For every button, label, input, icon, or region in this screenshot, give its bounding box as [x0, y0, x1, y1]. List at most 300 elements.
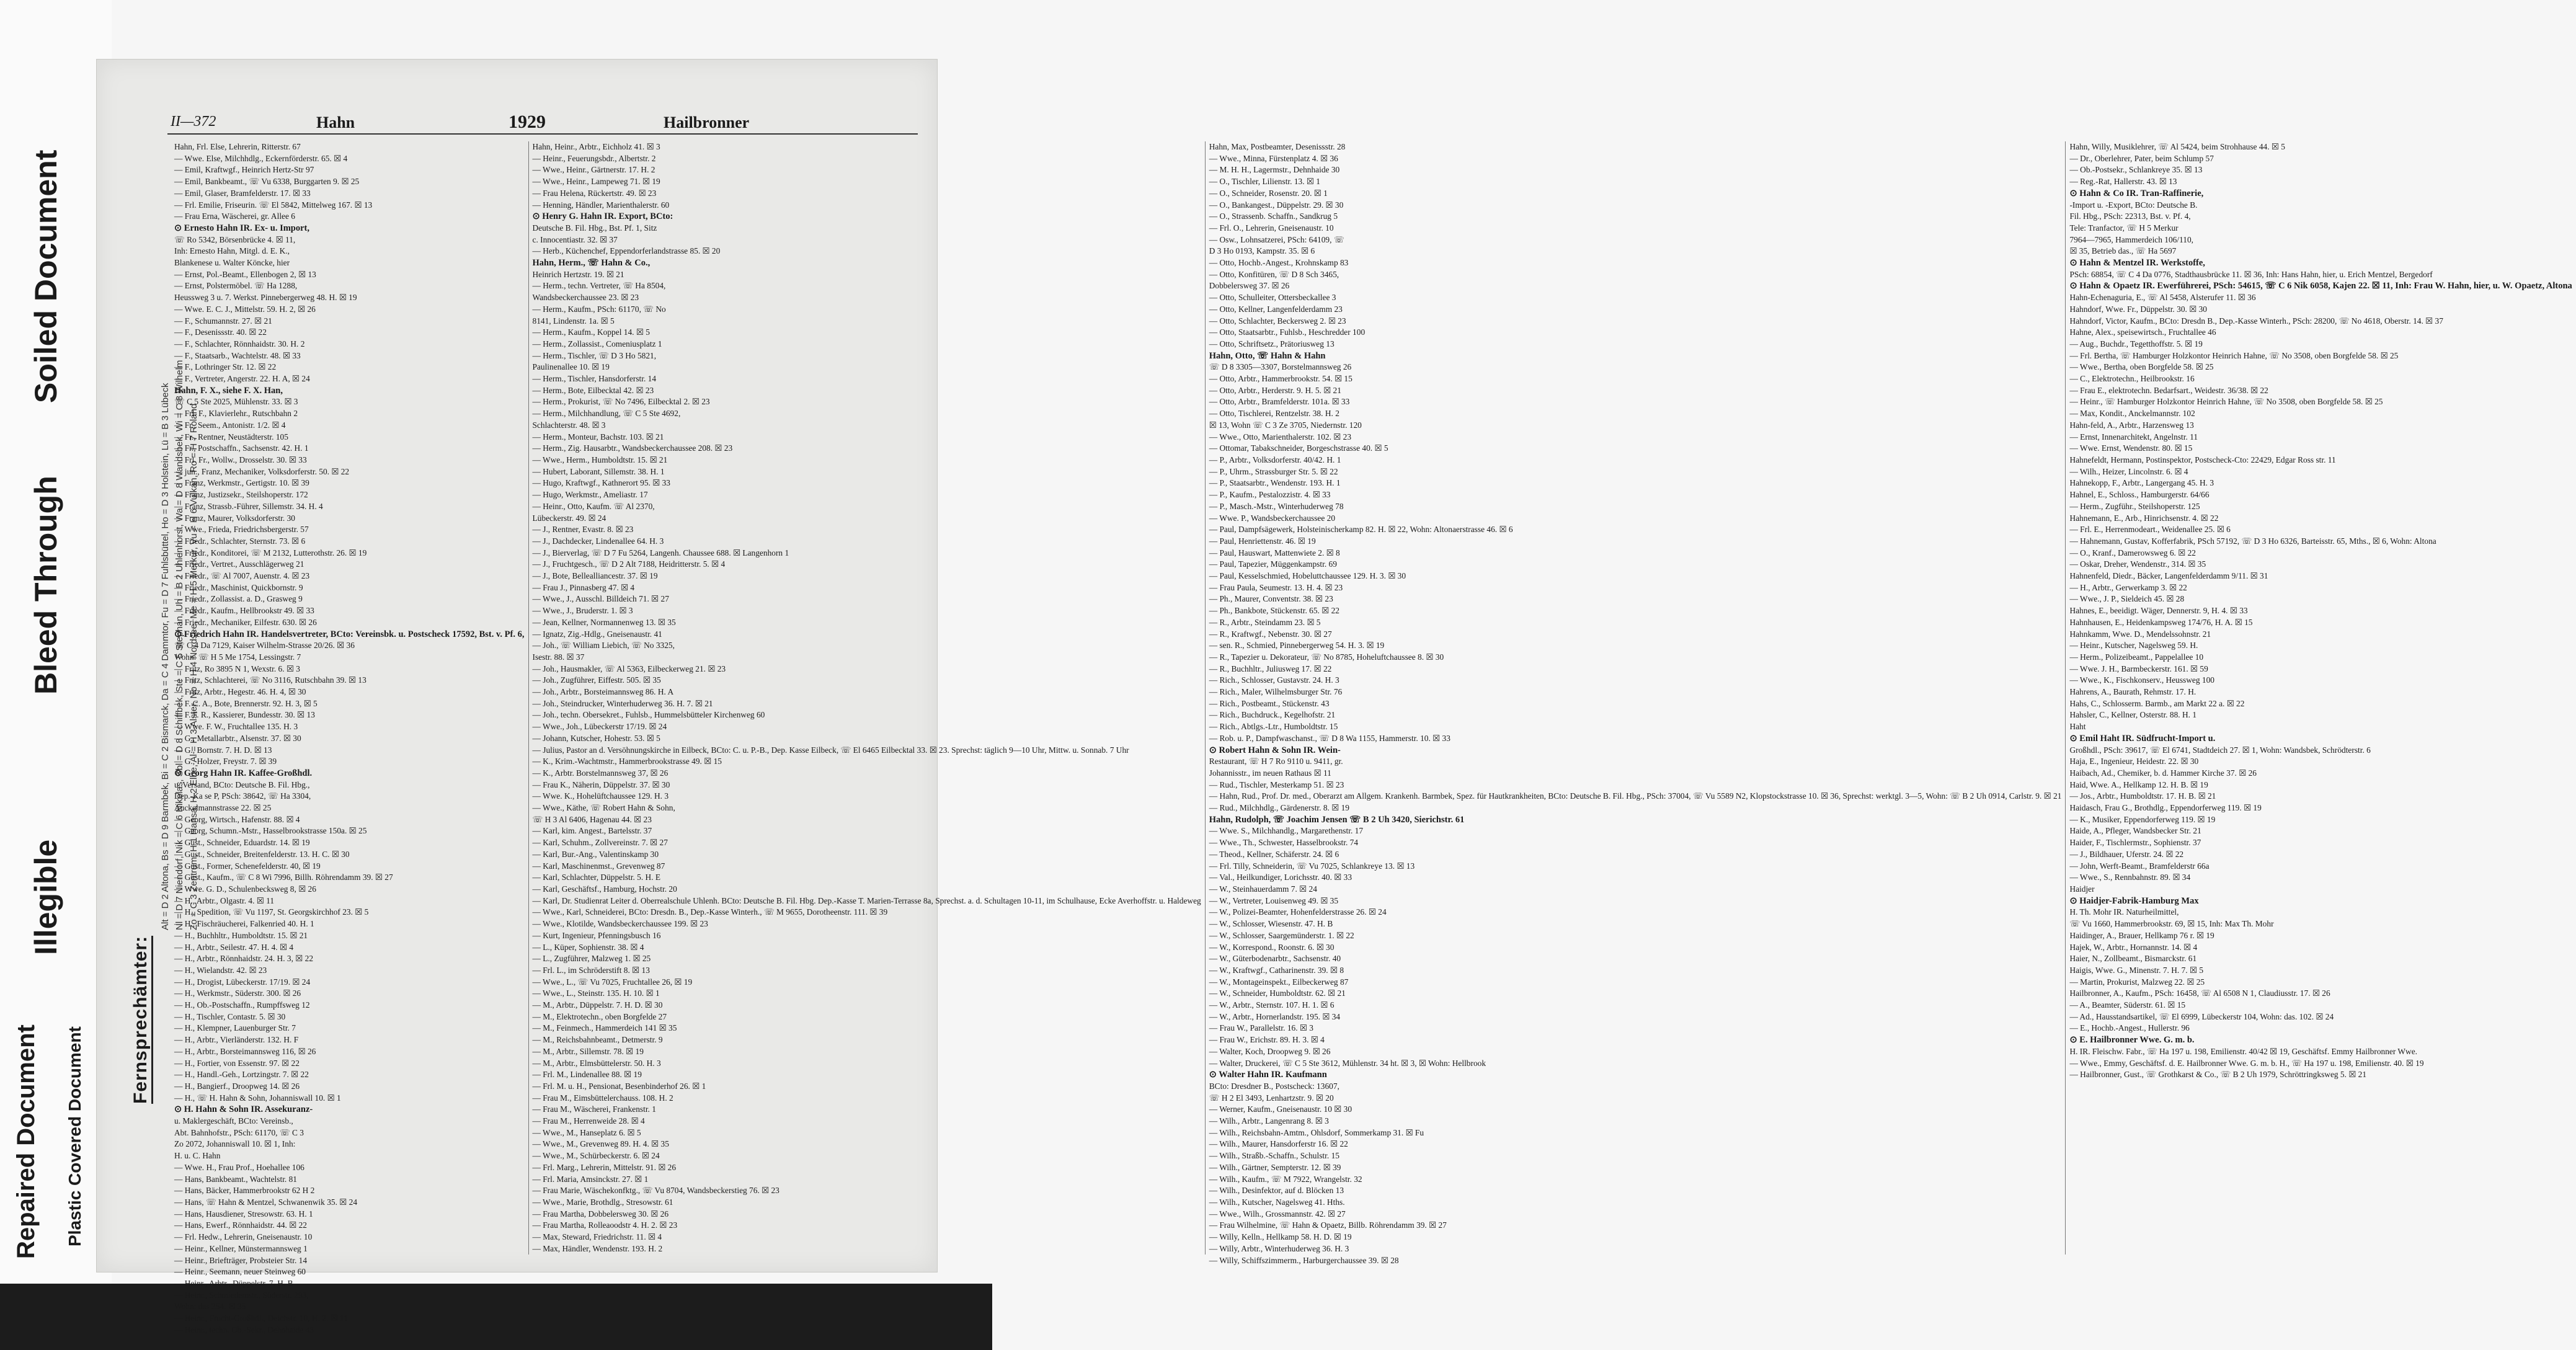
directory-entry: — Frl. M. u. H., Pensionat, Besenbinderhof 26. ☒ 1: [532, 1081, 706, 1091]
directory-entry: Hahs, C., Schlosserm. Barmb., am Markt 22 a. ☒ 22: [2069, 698, 2245, 708]
right-guide-word: Hailbronner: [664, 113, 750, 131]
directory-entry: ☒ 13, Wohn ☏ C 3 Ze 3705, Niedernstr. 120: [1209, 420, 1362, 430]
directory-entry: — Hahnemann, Gustav, Kofferfabrik, PSch 57192, ☏ D 3 Ho 6326, Barteisstr. 65, Mths., ☒ 6, Wohn: Altona: [2069, 536, 2436, 546]
directory-entry: — Wwe. S., Milchhandlg., Margarethenstr. 17: [1209, 826, 1364, 836]
directory-entry: — Herm., Kaufm., Koppel 14. ☒ 5: [532, 327, 650, 337]
directory-entry: — sen. R., Schmied, Pinnebergerweg 54. H. 3. ☒ 19: [1209, 641, 1385, 651]
directory-entry: — Ernst, Innenarchitekt, Angelnstr. 11: [2069, 432, 2198, 442]
directory-entry: — Otto, Schulleiter, Ottersbeckallee 3: [1209, 293, 1336, 303]
exchange-key-line: Alt = D 2 Altona, Bs = D 9 Barmbek, Bi = C 2 Bismarck, Da = C 4 Dammtor, Fu = D 7 Fuhlsbüttel, Ho = D 3 Holstein, Lü = B 3 Lübeck: [160, 383, 171, 930]
directory-entry: — O., Kranf., Damerowsweg 6. ☒ 22: [2069, 548, 2196, 557]
directory-entry: ⊙ Hahn & Mentzel IR. Werkstoffe,: [2069, 258, 2205, 269]
directory-entry: — Otto, Schriftsetz., Prätoriusweg 13: [1209, 339, 1335, 349]
directory-entry: — H., Arbtr., Seilestr. 47. H. 4. ☒ 4: [174, 942, 294, 952]
directory-entry: ☏ Vu 1660, Hammerbrookstr. 69, ☒ 15, Inh: Max Th. Mohr: [2069, 919, 2274, 929]
directory-entry: — Joh., Zugführer, Eiffestr. 505. ☒ 35: [532, 675, 661, 685]
directory-entry: — H., Arbtr., Rönnhaidstr. 24. H. 3, ☒ 22: [174, 954, 314, 964]
directory-entry: — Karl, Maschinenmst., Grevenweg 87: [532, 861, 665, 871]
directory-entry: — H., Ob.-Postschaffn., Rumpffsweg 12: [174, 1000, 310, 1010]
directory-entry: — Max, Steward, Friedrichstr. 11. ☒ 4: [532, 1232, 662, 1242]
directory-entry: — Heinr., Otto, Kaufm. ☏ Al 2370,: [532, 501, 655, 511]
fernsprechaemter-heading: Fernsprechämter:: [130, 936, 153, 1104]
directory-entry: Hajek, W., Arbtr., Hornannstr. 14. ☒ 4: [2069, 942, 2198, 952]
directory-entry: Hahn, Herm., ☏ Hahn & Co.,: [532, 258, 651, 269]
directory-column-1: [171, 141, 529, 1334]
page-number: II—372: [171, 113, 216, 130]
directory-entry: — Wwe., Bertha, oben Borgfelde 58. ☒ 25: [2069, 362, 2214, 372]
directory-entry: — G., Bornstr. 7. H. D. ☒ 13: [174, 745, 272, 755]
directory-entry: — Karl, Schuhm., Zollvereinstr. 7. ☒ 27: [532, 838, 668, 848]
repaired-document-label: Repaired Document: [12, 1024, 40, 1259]
directory-entry: — Ernst, Pol.-Beamt., Ellenbogen 2, ☒ 13: [174, 269, 316, 279]
directory-entry: ⊙ Henry G. Hahn IR. Export, BCto:: [532, 211, 673, 222]
directory-entry: — Hugo, Kraftwgf., Kathnerort 95. ☒ 33: [532, 478, 670, 488]
directory-entry: — W., Schlosser, Saargemünderstr. 1. ☒ 22: [1209, 930, 1354, 940]
directory-entry: Haibach, Ad., Chemiker, b. d. Hammer Kirche 37. ☒ 26: [2069, 768, 2257, 778]
directory-entry: Hahn-feld, A., Arbtr., Harzensweg 13: [2069, 420, 2194, 430]
directory-entry: — F., Lothringer Str. 12. ☒ 22: [174, 362, 277, 372]
directory-entry: 8141, Lindenstr. 1a. ☒ 5: [532, 316, 615, 326]
directory-entry: — Franz, Justizsekr., Steilshoperstr. 172: [174, 490, 308, 500]
directory-entry: — H., Arbtr., Olgastr. 4. ☒ 11: [174, 895, 275, 905]
directory-entry: Hahnenfeld, Diedr., Bäcker, Langenfelderdamm 9/11. ☒ 31: [2069, 571, 2268, 581]
left-guide-word: Hahn: [316, 113, 355, 131]
directory-entry: — Wilh., Gärtner, Sempterstr. 12. ☒ 39: [1209, 1162, 1341, 1172]
directory-entry: — Wwe., M., Grevenweg 89. H. 4. ☒ 35: [532, 1139, 669, 1149]
directory-entry: — Max, Händler, Wendenstr. 193. H. 2: [532, 1243, 663, 1253]
directory-entry: — Hans, Hausdiener, Stresowstr. 63. H. 1: [174, 1209, 313, 1219]
directory-entry: — Frl. Marg., Lehrerin, Mittelstr. 91. ☒ 26: [532, 1162, 677, 1172]
directory-entry: — Friedr., Mechaniker, Eilfestr. 630. ☒ 26: [174, 617, 317, 627]
directory-entry: — M., Feinmech., Hammerdeich 141 ☒ 35: [532, 1023, 677, 1033]
directory-entry: — Ob.-Postsekr., Schlankreye 35. ☒ 13: [2069, 165, 2203, 175]
directory-entry: Hahn, Otto, ☏ Hahn & Hahn: [1209, 350, 1326, 361]
directory-entry: — R., Arbtr., Steindamm 23. ☒ 5: [1209, 617, 1321, 627]
directory-entry: — Heinr., Kutscher, Nagelsweg 59. H.: [2069, 641, 2198, 651]
directory-entry: Hahnhausen, E., Heidenkampsweg 174/76, H. A. ☒ 15: [2069, 617, 2253, 627]
directory-entry: — Reg.-Rat, Hallerstr. 43. ☒ 13: [2069, 177, 2177, 187]
directory-entry: — Joh., techn. Obersekret., Fuhlsb., Hummelsbütteler Kirchenweg 60: [532, 710, 765, 720]
directory-entry: — G., Metallarbtr., Alsenstr. 37. ☒ 30: [174, 733, 301, 743]
directory-entry: — H., Arbtr., Gerwerkamp 3. ☒ 22: [2069, 582, 2187, 592]
directory-entry: — Otto, Staatsarbtr., Fuhlsb., Heschredder 100: [1209, 327, 1366, 337]
directory-entry: Hahsler, C., Kellner, Osterstr. 88. H. 1: [2069, 710, 2197, 720]
directory-entry: — Otto, Arbtr., Bramfelderstr. 101a. ☒ 33: [1209, 397, 1350, 407]
directory-entry: Haidasch, Frau G., Brothdlg., Eppendorferweg 119. ☒ 19: [2069, 803, 2262, 813]
directory-entry: Haht: [2069, 722, 2086, 732]
directory-entry: — Franz, Maurer, Volksdorferstr. 30: [174, 513, 295, 523]
directory-entry: — Frau Wilhelmine, ☏ Hahn & Opaetz, Billb. Röhrendamm 39. ☒ 27: [1209, 1220, 1447, 1230]
directory-entry: — Wwe., Joh., Lübeckerstr 17/19. ☒ 24: [532, 722, 667, 732]
directory-entry: — K., Arbtr. Borstelmannsweg 37, ☒ 26: [532, 768, 668, 778]
directory-entry: — Aug., Buchdr., Tegetthoffstr. 5. ☒ 19: [2069, 339, 2203, 349]
directory-entry: — J., Dachdecker, Lindenallee 64. H. 3: [532, 536, 664, 546]
directory-entry: — Ad., Hausstandsartikel, ☏ El 6999, Lübeckerstr 104, Wohn: das. 102. ☒ 24: [2069, 1011, 2334, 1021]
directory-entry: — H., Buchhltr., Humboldtstr. 15. ☒ 21: [174, 930, 308, 940]
directory-entry: — H., Tischler, Contastr. 5. ☒ 30: [174, 1011, 286, 1021]
directory-entry: Hahnekopp, F., Arbtr., Langergang 45. H. 3: [2069, 478, 2214, 488]
directory-entry: — Frl. O., Lehrerin, Gneisenaustr. 10: [1209, 223, 1334, 233]
directory-entry: — Herm., techn. Vertreter, ☏ Ha 8504,: [532, 281, 666, 291]
directory-entry: ☏ D 8 3305—3307, Borstelmannsweg 26: [1209, 362, 1352, 372]
directory-entry: — K., Krim.-Wachtmstr., Hammerbrookstrasse 49. ☒ 15: [532, 757, 722, 766]
directory-entry: — F., Schlachter, Rönnhaidstr. 30. H. 2: [174, 339, 305, 349]
directory-entry: — Frl. Tilly, Schneiderin, ☏ Vu 7025, Schlankreye 13. ☒ 13: [1209, 861, 1415, 871]
directory-entry: PSch: 68854, ☏ C 4 Da 0776, Stadthausbrücke 11. ☒ 36, Inh: Hans Hahn, hier, u. Erich Mentzel, Bergedorf: [2069, 269, 2433, 279]
directory-entry: — Hans, ☏ Hahn & Mentzel, Schwanenwik 35. ☒ 24: [174, 1197, 358, 1207]
directory-entry: — Wilh., Kutscher, Nagelsweg 41. Hths.: [1209, 1197, 1345, 1207]
directory-entry: Dep.-Ka se P, PSch: 38642, ☏ Ha 3304,: [174, 791, 311, 801]
directory-entry: 7964—7965, Hammerdeich 106/110,: [2069, 234, 2194, 244]
directory-entry: — J., Rentner, Evastr. 8. ☒ 23: [532, 525, 634, 535]
directory-entry: — Wwe. F. W., Fruchtallee 135. H. 3: [174, 722, 298, 732]
directory-entry: — W., Schlosser, Wiesenstr. 47. H. B: [1209, 919, 1333, 929]
directory-entry: — W., Steinhauerdamm 7. ☒ 24: [1209, 884, 1317, 894]
directory-entry: — Herm., Bote, Eilbecktal 42. ☒ 23: [532, 385, 654, 395]
directory-entry: — W., Vertreter, Louisenweg 49. ☒ 35: [1209, 895, 1339, 905]
directory-entry: — Ignatz, Zig.-Hdlg., Gneisenaustr. 41: [532, 629, 662, 639]
directory-entry: — Herm., Zig. Hausarbtr., Wandsbeckerchaussee 208. ☒ 23: [532, 443, 733, 453]
directory-entry: — Frl. Hedw., Lehrerin, Gneisenaustr. 10: [174, 1232, 313, 1242]
directory-entry: — L., Zugführer, Malzweg 1. ☒ 25: [532, 954, 651, 964]
directory-entry: — R., Tapezier u. Dekorateur, ☏ No 8785, Hoheluftchaussee 8. ☒ 30: [1209, 652, 1444, 662]
directory-entry: — P., Kaufm., Pestalozzistr. 4. ☒ 33: [1209, 490, 1331, 500]
directory-entry: — Karl, Dr. Studienrat Leiter d. Oberrealschule Uhlenh. BCto: Deutsche B. Fil. Hbg. Dep.-Kasse T. Marien-Terrasse 8a, Sprechst. a. d. Schultagen 10-11, im Schulhause, Ecke Averhoffstr. u. Haldeweg: [532, 895, 1201, 905]
directory-entry: — M., Reichsbahnbeamt., Detmerstr. 9: [532, 1035, 663, 1045]
directory-entry: — Hahn, Rud., Prof. Dr. med., Oberarzt am Allgem. Krankenh. Barmbek, Spez. für Hautkrankheiten, BCto: Deutsche B. Fil. Hbg., PSch: 37004, ☏ Vu 5589 N2, Klopstockstrasse 10. ☒ 36, Sprechst: werktgl. 3—5, Wohn: ☏ B 2 Uh 0914, Carlstr. 9. ☒ 21: [1209, 791, 2062, 801]
directory-entry: — Dr., Oberlehrer, Pater, beim Schlump 57: [2069, 153, 2214, 163]
directory-entry: — C., Elektrotechn., Heilbrookstr. 16: [2069, 374, 2195, 384]
exchange-key-line: Nl = D 7 Niendorf, Nik = C 6 Nikolas, Sbl = D 8 Schiffbek, Ste = C 5 Stephan, Uh = B 2 Uhlenhorst, Wa = D 8 Wandsbek, Wi = C 8 Wilhelm: [174, 360, 185, 930]
directory-entry: — Hailbronner, Gust., ☏ Grothkarst & Co., ☏ B 2 Uh 1979, Schröttringksweg 5. ☒ 21: [2069, 1070, 2367, 1080]
directory-entry: — Wilh., Kaufm., ☏ M 7922, Wrangelstr. 32: [1209, 1174, 1362, 1184]
directory-entry: — Wwe., Herm., Humboldtstr. 15. ☒ 21: [532, 455, 668, 464]
directory-entry: — Emil, Bankbeamt., ☏ Vu 6338, Burggarten 9. ☒ 25: [174, 177, 360, 187]
directory-entry: — Otto, Hochb.-Angest., Krohnskamp 83: [1209, 258, 1349, 268]
directory-entry: — Otto, Arbtr., Herderstr. 9. H. 5. ☒ 21: [1209, 385, 1341, 395]
directory-entry: — Frau M., Eimsbüttelerchauss. 108. H. 2: [532, 1093, 673, 1103]
directory-entry: Haigis, Wwe. G., Minenstr. 7. H. 7. ☒ 5: [2069, 965, 2204, 975]
directory-entry: — P., Arbtr., Volksdorferstr. 40/42. H. 1: [1209, 455, 1341, 464]
directory-entry: — J., Bildhauer, Uferstr. 24. ☒ 22: [2069, 849, 2184, 859]
directory-entry: — Wwe., Emmy, Geschäftsf. d. E. Hailbronner Wwe. G. m. b. H., ☏ Ha 197 u. 198, Emilienstr. 40. ☒ 19: [2069, 1058, 2424, 1068]
directory-entry: Haide, A., Pfleger, Wandsbecker Str. 21: [2069, 826, 2201, 836]
directory-entry: — W., Arbtr., Sternstr. 107. H. 1. ☒ 6: [1209, 1000, 1335, 1010]
directory-entry: — Heinr., techn. Ob.-Sekr., Dehnhaide 43: [174, 1325, 314, 1334]
directory-entry: — Frl. Fr., Wollw., Drosselstr. 30. ☒ 33: [174, 455, 307, 464]
directory-entry: — P., Masch.-Mstr., Winterhuderweg 78: [1209, 501, 1344, 511]
directory-entry: — Wwe., J., Ausschl. Billdeich 71. ☒ 27: [532, 594, 669, 604]
directory-entry: — Wilh., Arbtr., Langenrang 8. ☒ 3: [1209, 1116, 1329, 1126]
directory-entry: — Heinr., Kellner, Münstermannsweg 1: [174, 1243, 308, 1253]
directory-entry: — Willy, Arbtr., Winterhuderweg 36. H. 3: [1209, 1243, 1349, 1253]
directory-entry: — W., Güterbodenarbtr., Sachsenstr. 40: [1209, 954, 1341, 964]
directory-entry: — Friedr., Konditorei, ☏ M 2132, Lutterothstr. 26. ☒ 19: [174, 548, 367, 557]
directory-entry: — Wwe., Klotilde, Wandsbeckerchaussee 199. ☒ 23: [532, 919, 708, 929]
directory-entry: Wandsbeckerchaussee 23. ☒ 23: [532, 293, 639, 303]
directory-entry: — Wwe., L., Steinstr. 135. H. 10. ☒ 1: [532, 988, 660, 998]
directory-entry: — Rud., Milchhdlg., Gärdenerstr. 8. ☒ 19: [1209, 803, 1349, 813]
directory-entry: — Walter, Koch, Droopweg 9. ☒ 26: [1209, 1046, 1331, 1056]
directory-entry: — Herm., Monteur, Bachstr. 103. ☒ 21: [532, 432, 664, 442]
directory-entry: — Wwe., Minna, Fürstenplatz 4. ☒ 36: [1209, 153, 1338, 163]
directory-entry: — Hans, Bankbeamt., Wachtelstr. 81: [174, 1174, 298, 1184]
directory-entry: — H., Arbtr., Vierländerstr. 132. H. F: [174, 1035, 299, 1045]
directory-column-2: [529, 141, 1206, 1255]
directory-entry: — Ph., Maurer, Conventstr. 38. ☒ 23: [1209, 594, 1333, 604]
directory-entry: — R., Buchhltr., Juliusweg 17. ☒ 22: [1209, 664, 1332, 673]
directory-entry: — Frau K., Näherin, Düppelstr. 37. ☒ 30: [532, 779, 670, 789]
directory-entry: — Wilh., Straßb.-Schaffn., Schulstr. 15: [1209, 1151, 1339, 1161]
directory-entry: — Emil, Glaser, Bramfelderstr. 17. ☒ 33: [174, 188, 311, 198]
directory-entry: — J., Fruchtgesch., ☏ D 2 Alt 7188, Heidritterstr. 5. ☒ 4: [532, 559, 726, 569]
directory-entry: Schlachterstr. 48. ☒ 3: [532, 420, 606, 430]
directory-entry: ☒ 35, Betrieb das., ☏ Ha 5697: [2069, 246, 2177, 256]
directory-entry: ⊙ Hahn & Opaetz IR. Ewerführerei, PSch: 54615, ☏ C 6 Nik 6058, Kajen 22. ☒ 11, Inh: Frau W. Hahn, hier, u. W. Opaetz, Altona: [2069, 281, 2572, 291]
directory-entry: — Wwe. Else, Milchhdlg., Eckernförderstr. 65. ☒ 4: [174, 153, 348, 163]
directory-entry: — Paul, Tapezier, Müggenkampstr. 69: [1209, 559, 1337, 569]
directory-entry: ⊙ Georg Hahn IR. Kaffee-Großhdl.: [174, 768, 313, 778]
directory-entry: — H., Werkmstr., Süderstr. 300. ☒ 26: [174, 988, 301, 998]
directory-entry: ⊙ Haidjer-Fabrik-Hamburg Max: [2069, 895, 2199, 906]
directory-entry: — Wwe., K., Fischkonserv., Heussweg 100: [2069, 675, 2215, 685]
directory-entry: — M., Arbtr., Elmsbüttelerstr. 50. H. 3: [532, 1058, 661, 1068]
directory-entry: Haier, N., Zollbeamt., Bismarckstr. 61: [2069, 954, 2197, 964]
directory-entry: — Gust., Schneider, Breitenfelderstr. 13. H. C. ☒ 30: [174, 849, 350, 859]
directory-entry: — Frl. M., Lindenallee 88. ☒ 19: [532, 1070, 642, 1080]
directory-entry: — Fritz, Arbtr., Hegestr. 46. H. 4, ☒ 30: [174, 687, 306, 697]
directory-entry: — W., Montageinspekt., Eilbeckerweg 87: [1209, 977, 1349, 987]
directory-entry: — Gust., Schneider, Eduardstr. 14. ☒ 19: [174, 838, 310, 848]
directory-entry: u. Versand, BCto: Deutsche B. Fil. Hbg.,: [174, 779, 310, 789]
directory-entry: Hahnes, E., beeidigt. Wäger, Dennerstr. 9, H. 4. ☒ 33: [2069, 606, 2248, 616]
directory-entry: — Rich., Abtlgs.-Ltr., Humboldtstr. 15: [1209, 722, 1338, 732]
directory-entry: Hahn, Frl. Else, Lehrerin, Ritterstr. 67: [174, 142, 301, 151]
directory-entry: — Frau W., Erichstr. 89. H. 3. ☒ 4: [1209, 1035, 1325, 1045]
directory-entry: — Jos., Arbtr., Humboldtstr. 17. H. B. ☒ 21: [2069, 791, 2216, 801]
exchange-key-line: Zo = C 3 Zentrum, H 1 Hansa, H 2 Elbe, Al = H 3 Alster, No = H 4 Nordsee, Me = H 5 Merkur, Vu = H 6 Vulkan, Ro = H 7 Roland: [189, 403, 199, 930]
directory-entry: H. Th. Mohr IR. Naturheilmittel,: [2069, 907, 2179, 917]
directory-entry: Hahnefeldt, Hermann, Postinspektor, Postscheck-Cto: 22429, Edgar Ross str. 11: [2069, 455, 2336, 464]
directory-entry: — Kurt, Ingenieur, Pfenningsbusch 16: [532, 930, 661, 940]
directory-entry: Johannisstr., im neuen Rathaus ☒ 11: [1209, 768, 1331, 778]
scan-label-sidebar: [0, 0, 112, 1350]
directory-entry: ☏ Ro 5342, Börsenbrücke 4. ☒ 11,: [174, 234, 296, 244]
directory-entry: — Rich., Buchdruck., Kegelhofstr. 21: [1209, 710, 1336, 720]
directory-entry: — Wwe., Th., Schwester, Hasselbrookstr. 74: [1209, 838, 1359, 848]
directory-entry: — Theod., Kellner, Schäferstr. 24. ☒ 6: [1209, 849, 1339, 859]
directory-entry: — Frau W., Parallelstr. 16. ☒ 3: [1209, 1023, 1313, 1033]
directory-entry: — Wilh., Desinfektor, auf d. Blöcken 13: [1209, 1186, 1344, 1196]
directory-entry: — P., Uhrm., Strassburger Str. 5. ☒ 22: [1209, 466, 1338, 476]
directory-entry: — Julius, Pastor an d. Versöhnungskirche in Eilbeck, BCto: C. u. P.-B., Dep. Kasse Eilbeck, ☏ El 6465 Eilbecktal 33. ☒ 23. Sprechst: täglich 9—10 Uhr, Mittw. u. Sonnab. 7 Uhr: [532, 745, 1129, 755]
directory-entry: — Fritz, Ro 3895 N 1, Wexstr. 6. ☒ 3: [174, 664, 300, 673]
directory-entry: — Paul, Dampfsägewerk, Holsteinischerkamp 82. H. ☒ 22, Wohn: Altonaerstrasse 46. ☒ 6: [1209, 525, 1513, 535]
directory-entry: — Rich., Schlosser, Gustavstr. 24. H. 3: [1209, 675, 1339, 685]
directory-entry: — Rich., Maler, Wilhelmsburger Str. 76: [1209, 687, 1343, 697]
directory-entry: BCto: Dresdner B., Postscheck: 13607,: [1209, 1081, 1339, 1091]
directory-entry: — Friedr., Maschinist, Quickbornstr. 9: [174, 582, 303, 592]
directory-entry: — Wwe., M., Schürbeckerstr. 6. ☒ 24: [532, 1151, 660, 1161]
directory-entry: — Paul, Henriettenstr. 46. ☒ 19: [1209, 536, 1316, 546]
directory-entry: — Otto, Schlachter, Beckersweg 2. ☒ 23: [1209, 316, 1346, 326]
directory-entry: c. Innocentiastr. 32. ☒ 37: [532, 234, 618, 244]
directory-entry: — Ph., Bankbote, Stückenstr. 65. ☒ 22: [1209, 606, 1339, 616]
directory-entry: — L., Küper, Sophienstr. 38. ☒ 4: [532, 942, 644, 952]
directory-entry: — Wwe., J., Bruderstr. 1. ☒ 3: [532, 606, 633, 616]
directory-entry: Haider, F., Tischlermstr., Sophienstr. 37: [2069, 838, 2201, 848]
directory-entry: — W., Polizei-Beamter, Hohenfelderstrasse 26. ☒ 24: [1209, 907, 1387, 917]
directory-entry: — Frau E., elektrotechn. Bedarfsart., Weidestr. 36/38. ☒ 22: [2069, 385, 2268, 395]
directory-entry: — Gust., Kaufm., ☏ C 8 Wi 7996, Billh. Röhrendamm 39. ☒ 27: [174, 873, 393, 882]
directory-entry: Hahnel, E., Schloss., Hamburgerstr. 64/66: [2069, 490, 2210, 500]
directory-entry: — M., Arbtr., Düppelstr. 7. H. D. ☒ 30: [532, 1000, 663, 1010]
directory-entry: — Wwe., J. P., Sieldeich 45. ☒ 28: [2069, 594, 2185, 604]
directory-entry: — Frau Martha, Dobbelersweg 30. ☒ 26: [532, 1209, 669, 1219]
directory-entry: — Wwe., Frieda, Friedrichsbergerstr. 57: [174, 525, 309, 535]
directory-entry: — Joh., ☏ William Liebich, ☏ No 3325,: [532, 641, 675, 651]
directory-entry: ☏ H 2 El 3493, Lenhartzstr. 9. ☒ 20: [1209, 1093, 1334, 1103]
directory-entry: — Frau M., Wäscherei, Frankenstr. 1: [532, 1104, 656, 1114]
directory-entry: — H., Bangierf., Droopweg 14. ☒ 26: [174, 1081, 300, 1091]
directory-entry: ⊙ Emil Haht IR. Südfrucht-Import u.: [2069, 733, 2216, 744]
directory-entry: — Herm., Tischler, Hansdorferstr. 14: [532, 374, 657, 384]
directory-entry: Wohn: das 254. ☒ 35: [174, 1302, 246, 1312]
directory-entry: -Import u. -Export, BCto: Deutsche B.: [2069, 200, 2198, 210]
directory-entry: — Hans, Bäcker, Hammerbrookstr 62 H 2: [174, 1186, 315, 1196]
directory-entry: Haid, Wwe. A., Hellkamp 12. H. B. ☒ 19: [2069, 779, 2208, 789]
directory-entry: ☏ C 5 Ste 2025, Mühlenstr. 33. ☒ 3: [174, 397, 298, 407]
directory-entry: — Werner, Kaufm., Gneisenaustr. 10 ☒ 30: [1209, 1104, 1352, 1114]
directory-entry: — Herm., Tischler, ☏ D 3 Ho 5821,: [532, 350, 657, 360]
directory-entry: Hahndorf, Wwe. Fr., Düppelstr. 30. ☒ 30: [2069, 304, 2207, 314]
directory-entry: — Franz, Strassb.-Führer, Sillemstr. 34. H. 4: [174, 501, 323, 511]
directory-entry: — Joh., Arbtr., Borsteimannsweg 86. H. A: [532, 687, 674, 697]
directory-entry: Tele: Tranfactor, ☏ H 5 Merkur: [2069, 223, 2178, 233]
directory-entry: — H., Spedition, ☏ Vu 1197, St. Georgskirchhof 23. ☒ 5: [174, 907, 369, 917]
directory-entry: ⊙ Hahn & Co IR. Tran-Raffinerie,: [2069, 188, 2204, 198]
directory-entry: — Wilh., Maurer, Hansdorferstr 16. ☒ 22: [1209, 1139, 1348, 1149]
directory-entry: — Frau Marie, Wäschekonfktg., ☏ Vu 8704, Wandsbeckerstieg 76. ☒ 23: [532, 1186, 779, 1196]
directory-entry: — Fr., Rentner, Neustädterstr. 105: [174, 432, 288, 442]
directory-entry: Hailbronner, A., Kaufm., PSch: 16458, ☏ Al 6508 N 1, Claudiusstr. 17. ☒ 26: [2069, 988, 2330, 998]
directory-entry: — Rich., Postbeamt., Stückenstr. 43: [1209, 698, 1330, 708]
directory-entry: ⊙ E. Hailbronner Wwe. G. m. b.: [2069, 1035, 2195, 1046]
directory-entry: — Wwe. J. H., Barmbeckerstr. 161. ☒ 59: [2069, 664, 2208, 673]
directory-entry: — Heinr., Arbtr., Düppelstr. 7. H. B: [174, 1278, 293, 1288]
directory-entry: — Fr., Seem., Antonistr. 1/2. ☒ 4: [174, 420, 286, 430]
directory-entry: ☏ H 3 Al 6406, Hagenau 44. ☒ 23: [532, 814, 652, 824]
directory-entry: Hahn-Echenaguria, E., ☏ Al 5458, Alsterufer 11. ☒ 36: [2069, 293, 2256, 303]
directory-entry: — Oskar, Dreher, Wendenstr., 314. ☒ 35: [2069, 559, 2206, 569]
directory-entry: — Wwe., Marie, Brothdlg., Stresowstr. 61: [532, 1197, 673, 1207]
directory-entry: — Heinr., Briefträger, Probsteier Str. 14: [174, 1255, 308, 1265]
directory-entry: — Wwe. P., Wandsbeckerchaussee 20: [1209, 513, 1336, 523]
directory-entry: — Frl. F., Klavierlehr., Rutschbahn 2: [174, 409, 298, 419]
directory-entry: — F., Vertreter, Angerstr. 22. H. A, ☒ 24: [174, 374, 310, 384]
directory-entry: — H., Wielandstr. 42. ☒ 23: [174, 965, 267, 975]
directory-entry: — Frau J., Pinnasberg 47. ☒ 4: [532, 582, 635, 592]
directory-entry: — Joh., Steindrucker, Winterhuderweg 36. H. 7. ☒ 21: [532, 698, 713, 708]
directory-entry: — Wwe., Heinr., Lampeweg 71. ☒ 19: [532, 177, 660, 187]
directory-entry: — Karl, Schlachter, Düppelstr. 5. H. E: [532, 873, 661, 882]
directory-entry: — H., Arbtr., Borsteimannsweg 116, ☒ 26: [174, 1046, 316, 1056]
directory-entry: — Gust., Former, Schenefelderstr. 40, ☒ 19: [174, 861, 321, 871]
directory-entry: — J., Bierverlag, ☏ D 7 Fu 5264, Langenh. Chaussee 688. ☒ Langenhorn 1: [532, 548, 789, 557]
directory-entry: — Otto, Kellner, Langenfelderdamm 23: [1209, 304, 1343, 314]
directory-entry: — Wilh., Heizer, Lincolnstr. 6. ☒ 4: [2069, 466, 2188, 476]
directory-entry: Großhdl., PSch: 39617, ☏ El 6741, Stadtdeich 27. ☒ 1, Wohn: Wandsbek, Schrödterstr. 6: [2069, 745, 2371, 755]
directory-entry: — Franz, Werkmstr., Gertigstr. 10. ☒ 39: [174, 478, 309, 488]
directory-entry: — Frl. Bertha, ☏ Hamburger Holzkontor Heinrich Hahne, ☏ No 3508, oben Borgfelde 58. ☒ 25: [2069, 350, 2399, 360]
directory-entry: — Friedr., Vertret., Ausschlägerweg 21: [174, 559, 304, 569]
directory-entry: — A., Beamter, Süderstr. 61. ☒ 15: [2069, 1000, 2186, 1010]
directory-year: 1929: [509, 112, 546, 132]
directory-entry: — H., Fortier, von Essenstr. 97. ☒ 22: [174, 1058, 300, 1068]
directory-entry: — Ernst, Polstermöbel. ☏ Ha 1288,: [174, 281, 298, 291]
directory-entry: Heussweg 3 u. 7. Werkst. Pinnebergerweg 48. H. ☒ 19: [174, 293, 357, 303]
directory-entry: — Willy, Schiffszimmerm., Harburgerchaussee 39. ☒ 28: [1209, 1255, 1399, 1265]
directory-entry: — Paul, Hauswart, Mattenwiete 2. ☒ 8: [1209, 548, 1340, 557]
directory-entry: ☏ C 4 Da 7129, Kaiser Wilhelm-Strasse 20/26. ☒ 36: [174, 641, 355, 651]
directory-entry: H. u. C. Hahn: [174, 1151, 221, 1161]
directory-entry: — G., Holzer, Freystr. 7. ☒ 39: [174, 757, 277, 766]
directory-entry: — Rob. u. P., Dampfwaschanst., ☏ D 8 Wa 1155, Hammerstr. 10. ☒ 33: [1209, 733, 1450, 743]
directory-entry: Hahne, Alex., speisewirtsch., Fruchtallee 46: [2069, 327, 2216, 337]
directory-entry: Haidjer: [2069, 884, 2095, 894]
directory-entry: — Wilh., Reichsbahn-Amtm., Ohlsdorf, Sommerkamp 31. ☒ Fu: [1209, 1127, 1424, 1137]
directory-entry: — H., Drogist, Lübeckerstr. 17/19. ☒ 24: [174, 977, 311, 987]
directory-entry: Hahn, Willy, Musiklehrer, ☏ Al 5424, beim Strohhause 44. ☒ 5: [2069, 142, 2285, 151]
directory-entry: D 3 Ho 0193, Kampstr. 35. ☒ 6: [1209, 246, 1315, 256]
directory-entry: — Frl. Emilie, Friseurin. ☏ El 5842, Mittelweg 167. ☒ 13: [174, 200, 373, 210]
directory-entry: Hahndorf, Victor, Kaufm., BCto: Dresdn B., Dep.-Kasse Winterh., PSch: 28200, ☏ No 4618, Oberstr. 14. ☒ 37: [2069, 316, 2443, 326]
directory-entry: — Wwe., Otto, Marienthalerstr. 102. ☒ 23: [1209, 432, 1352, 442]
directory-entry: — Martin, Prokurist, Malzweg 22. ☒ 25: [2069, 977, 2205, 987]
directory-entry: — M., Arbtr., Sillemstr. 78. ☒ 19: [532, 1046, 644, 1056]
directory-entry: — Karl, Geschäftsf., Hamburg, Hochstr. 20: [532, 884, 677, 894]
directory-entry: Hahn, Rudolph, ☏ Joachim Jensen ☏ B 2 Uh 3420, Sierichstr. 61: [1209, 814, 1465, 825]
directory-entry: Restaurant, ☏ H 7 Ro 9110 u. 9411, gr.: [1209, 757, 1343, 766]
directory-entry: — Karl, Bur.-Ang., Valentinskamp 30: [532, 849, 659, 859]
directory-entry: — O., Bankangest., Düppelstr. 29. ☒ 30: [1209, 200, 1344, 210]
directory-entry: Fil. Hbg., PSch: 22313, Bst. v. Pf. 4,: [2069, 211, 2191, 221]
directory-entry: — Wwe. H., Frau Prof., Hoehallee 106: [174, 1162, 304, 1172]
directory-entry: — Otto, Arbtr., Hammerbrookstr. 54. ☒ 15: [1209, 374, 1352, 384]
directory-entry: — Wwe., Heinr., Gärtnerstr. 17. H. 2: [532, 165, 655, 175]
directory-entry: Isestr. 88. ☒ 37: [532, 652, 585, 662]
directory-entry: ⊙ Friedrich Hahn IR. Handelsvertreter, BCto: Vereinsbk. u. Postscheck 17592, Bst. v. Pf. 6,: [174, 629, 525, 639]
directory-entry: — Georg, Wirtsch., Hafenstr. 88. ☒ 4: [174, 814, 300, 824]
page-header: [167, 109, 918, 135]
directory-entry: — Joh., Hausmakler, ☏ Al 5363, Eilbeckerweg 21. ☒ 23: [532, 664, 726, 673]
directory-entry: — Otto, Konfitüren, ☏ D 8 Sch 3465,: [1209, 269, 1339, 279]
directory-entry: — H., Handl.-Geh., Lortzingstr. 7. ☒ 22: [174, 1070, 309, 1080]
directory-entry: Hahn, Max, Postbeamter, Desenissstr. 28: [1209, 142, 1346, 151]
directory-entry: — Herb., Küchenchef, Eppendorferlandstrasse 85. ☒ 20: [532, 246, 721, 256]
directory-entry: — Wwe., Käthe, ☏ Robert Hahn & Sohn,: [532, 803, 675, 813]
directory-entry: — W., Arbtr., Hornerlandstr. 195. ☒ 34: [1209, 1011, 1341, 1021]
directory-entry: Inh: Ernesto Hahn, Mitgl. d. E. K.,: [174, 246, 290, 256]
bleed-through-label: Bleed Through: [29, 476, 63, 695]
directory-entry: — Ottomar, Tabakschneider, Borgeschstrasse 40. ☒ 5: [1209, 443, 1388, 453]
directory-entry: — Willy, Kelln., Hellkamp 58. H. D. ☒ 19: [1209, 1232, 1352, 1242]
directory-entry: Haidinger, A., Brauer, Hellkamp 76 r. ☒ 19: [2069, 930, 2214, 940]
directory-entry: — Frl. Maria, Amsinckstr. 27. ☒ 1: [532, 1174, 649, 1184]
directory-entry: Hahrens, A., Baurath, Rehmstr. 17. H.: [2069, 687, 2196, 697]
directory-entry: — Heinr., Frucht-Großhdl., Deichstr. 10, H. 2. ☒ 11: [174, 1313, 349, 1323]
directory-entry: — W., Kraftwgf., Catharinenstr. 39. ☒ 8: [1209, 965, 1344, 975]
